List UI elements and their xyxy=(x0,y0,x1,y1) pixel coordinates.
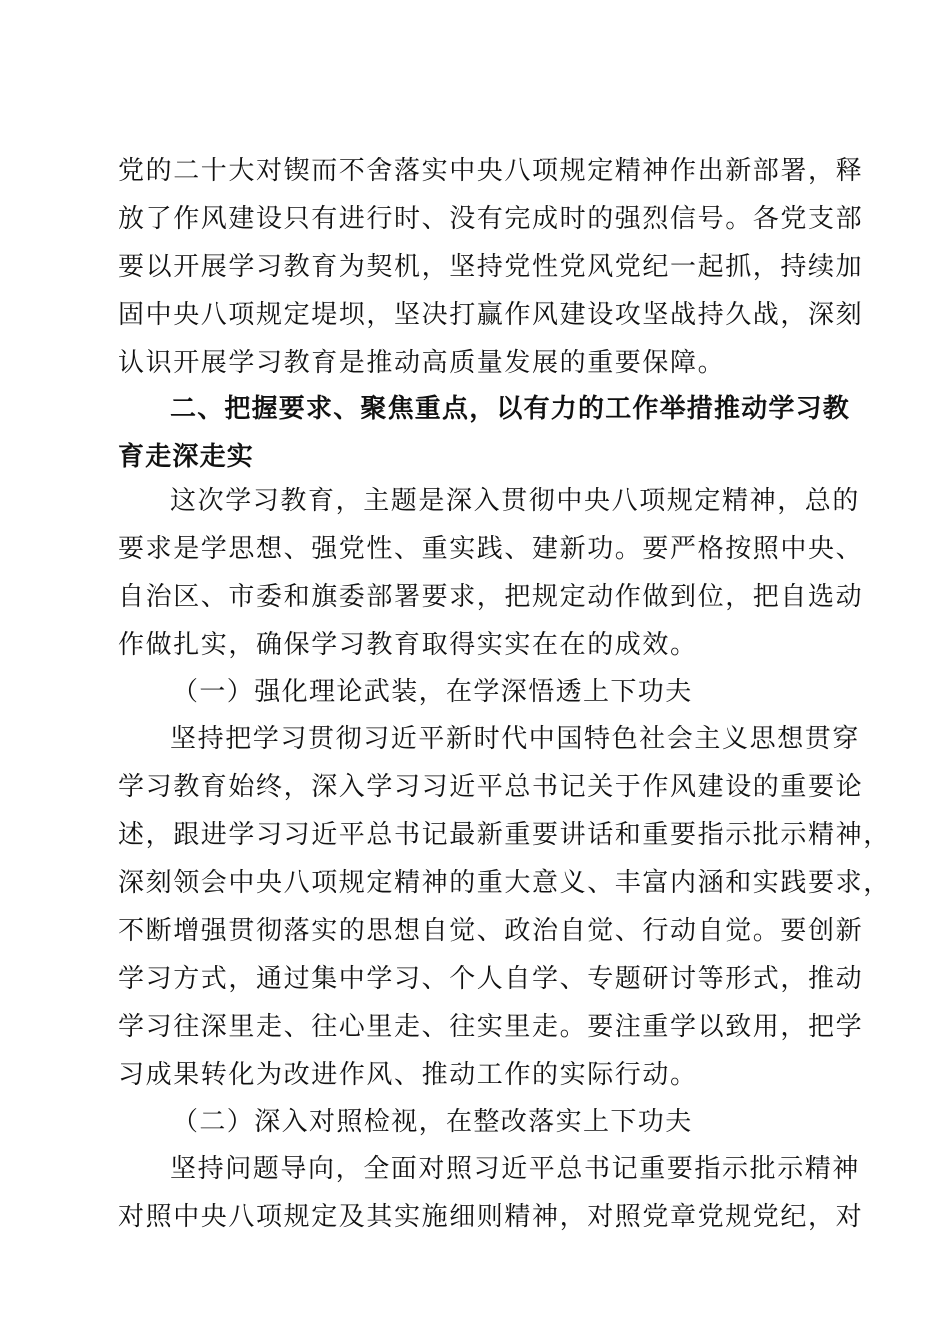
paragraph-line: 作做扎实，确保学习教育取得实实在在的成效。 xyxy=(118,630,698,660)
paragraph-line: 对照中央八项规定及其实施细则精神，对照党章党规党纪，对 xyxy=(118,1202,864,1232)
paragraph-line: 这次学习教育，主题是深入贯彻中央八项规定精神，总的 xyxy=(170,486,861,516)
paragraph-line: 自治区、市委和旗委部署要求，把规定动作做到位，把自选动 xyxy=(118,582,864,612)
paragraph-line: 要以开展学习教育为契机，坚持党性党风党纪一起抓，持续加 xyxy=(118,252,864,282)
paragraph-line: 要求是学思想、强党性、重实践、建新功。要严格按照中央、 xyxy=(118,534,864,564)
paragraph-line: 习成果转化为改进作风、推动工作的实际行动。 xyxy=(118,1060,698,1090)
paragraph-line: 学习方式，通过集中学习、个人自学、专题研讨等形式，推动 xyxy=(118,964,864,994)
paragraph-line: 坚持把学习贯彻习近平新时代中国特色社会主义思想贯穿 xyxy=(170,724,861,754)
paragraph-line: 深刻领会中央八项规定精神的重大意义、丰富内涵和实践要求， xyxy=(118,868,891,898)
paragraph-line: 述，跟进学习习近平总书记最新重要讲话和重要指示批示精神， xyxy=(118,820,891,850)
paragraph-line: 认识开展学习教育是推动高质量发展的重要保障。 xyxy=(118,348,726,378)
paragraph-line: 学习教育始终，深入学习习近平总书记关于作风建设的重要论 xyxy=(118,772,864,802)
paragraph-line: 不断增强贯彻落实的思想自觉、政治自觉、行动自觉。要创新 xyxy=(118,916,864,946)
paragraph-line: 固中央八项规定堤坝，坚决打赢作风建设攻坚战持久战，深刻 xyxy=(118,300,864,330)
subsection-heading: （二）深入对照检视，在整改落实上下功夫 xyxy=(172,1107,693,1137)
paragraph-line: 学习往深里走、往心里走、往实里走。要注重学以致用，把学 xyxy=(118,1012,864,1042)
section-heading: 二、把握要求、聚焦重点，以有力的工作举措推动学习教 xyxy=(170,394,851,424)
subsection-heading: （一）强化理论武装，在学深悟透上下功夫 xyxy=(172,677,693,707)
section-heading: 育走深走实 xyxy=(118,442,255,472)
paragraph-line: 放了作风建设只有进行时、没有完成时的强烈信号。各党支部 xyxy=(118,204,864,234)
paragraph-line: 坚持问题导向，全面对照习近平总书记重要指示批示精神 xyxy=(170,1154,861,1184)
paragraph-line: 党的二十大对锲而不舍落实中央八项规定精神作出新部署，释 xyxy=(118,156,864,186)
